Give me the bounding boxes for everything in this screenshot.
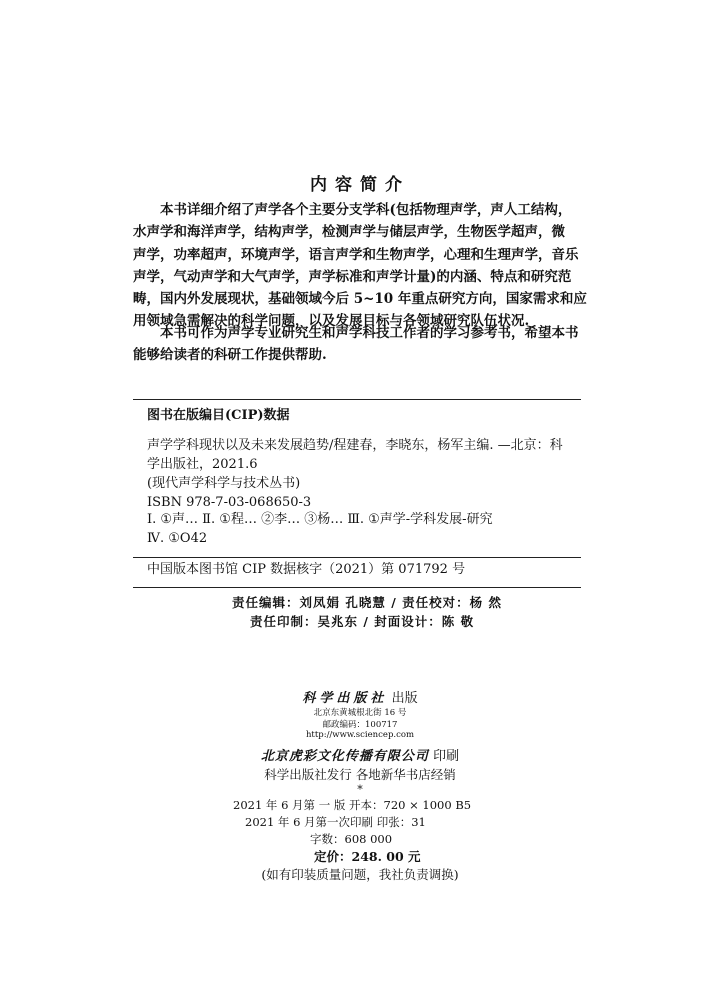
divider: [133, 557, 581, 558]
cip-line: (现代声学科学与技术丛书): [147, 476, 301, 491]
cip-line: 声学学科现状以及未来发展趋势/程建春，李晓东，杨军主编. —北京：科: [147, 438, 563, 453]
quality-note: (如有印装质量问题，我社负责调换): [261, 867, 459, 882]
divider: [133, 399, 581, 400]
printer-suffix: 印刷: [433, 749, 460, 764]
cip-body: [147, 436, 587, 512]
summary-line: 畴，国内外发展现状，基础领域今后 5~10 年重点研究方向，国家需求和应: [133, 291, 587, 308]
publisher-name: 科学出版社: [302, 691, 388, 706]
publisher-address: 北京东黄城根北街 16 号: [313, 708, 407, 718]
cip-line: Ⅰ. ①声… Ⅱ. ①程… ②李… ③杨… Ⅲ. ①声学-学科发展-研究: [147, 512, 493, 527]
separator-star: *: [357, 783, 363, 796]
summary-line: 声学，功率超声，环境声学，语言声学和生物声学，心理和生理声学，音乐: [133, 246, 579, 263]
word-count: 字数：608 000: [310, 832, 393, 846]
summary-line: 用领域急需解决的科学问题，以及发展目标与各领域研究队伍状况.: [133, 313, 530, 330]
price: 定价：248. 00 元: [314, 849, 421, 864]
cip-line: Ⅳ. ①O42: [147, 531, 208, 546]
summary-line: 能够给读者的科研工作提供帮助.: [133, 347, 327, 364]
edition-info: 2021 年 6 月第 一 版 开本：720 × 1000 B5: [233, 798, 472, 812]
publisher-postal-code: 邮政编码：100717: [322, 720, 398, 730]
cip-approval-number: 中国版本图书馆 CIP 数据核字（2021）第 071792 号: [147, 562, 466, 577]
summary-paragraph-1: [133, 199, 591, 333]
summary-line: 水声学和海洋声学，结构声学，检测声学与储层声学，生物医学超声，微: [133, 224, 565, 241]
publisher-suffix: 出版: [391, 691, 418, 706]
cip-line: 学出版社，2021.6: [147, 457, 258, 472]
summary-paragraph-2: [133, 322, 591, 367]
distribution-line: 科学出版社发行 各地新华书店经销: [264, 767, 456, 782]
summary-line: 本书可作为声学专业研究生和声学科技工作者的学习参考书，希望本书: [160, 325, 579, 341]
publisher-line: [0, 687, 720, 706]
summary-title: 内容简介: [310, 175, 410, 195]
credits-editors: 责任编辑：刘凤娟 孔晓慧 / 责任校对：杨 然: [232, 595, 502, 610]
printing-info: 2021 年 6 月第一次印刷 印张：31: [245, 815, 426, 829]
cip-line: ISBN 978-7-03-068650-3: [147, 495, 312, 510]
printer-name: 北京虎彩文化传播有限公司: [260, 749, 429, 764]
divider: [133, 587, 581, 588]
summary-line: 本书详细介绍了声学各个主要分支学科(包括物理声学，声人工结构，: [160, 202, 572, 218]
summary-line: 声学，气动声学和大气声学，声学标准和声学计量)的内涵、特点和研究范: [133, 268, 572, 285]
cip-heading: 图书在版编目(CIP)数据: [147, 408, 290, 423]
printer-line: [0, 745, 720, 764]
credits-production: 责任印制：吴兆东 / 封面设计：陈 敬: [250, 614, 475, 629]
publisher-website: http://www.sciencep.com: [305, 730, 415, 740]
cip-classification: [147, 510, 587, 548]
